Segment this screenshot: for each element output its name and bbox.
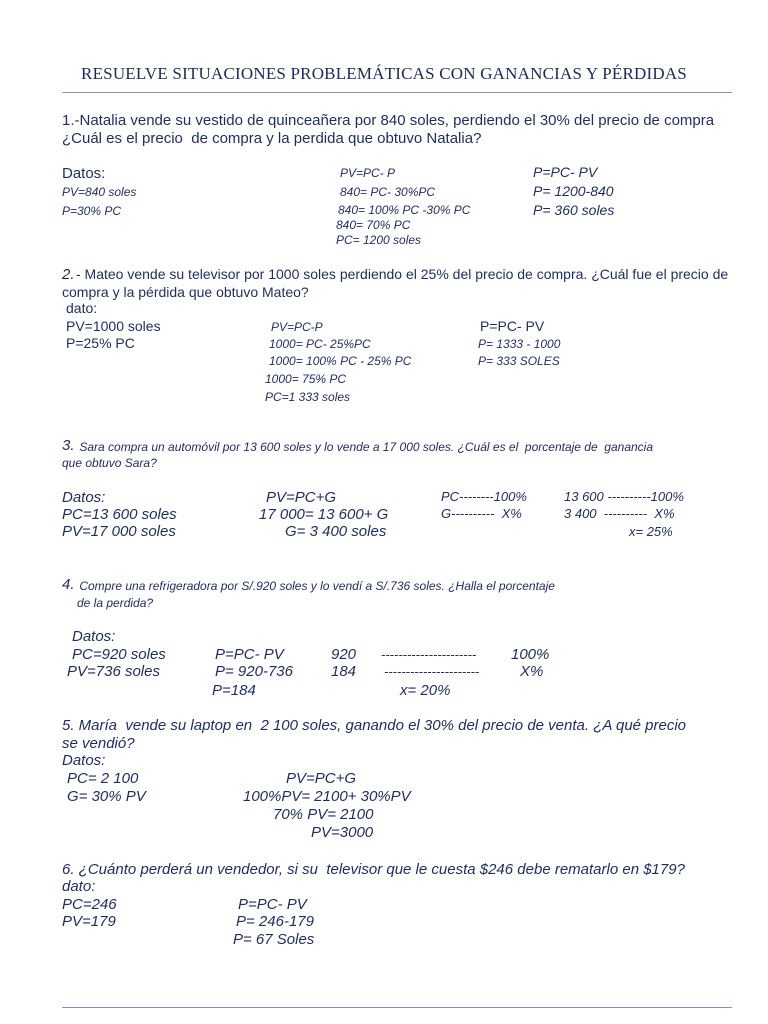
problem-4-calc-line-3: P=184 <box>212 682 256 699</box>
problem-3-calc-line-2: 17 000= 13 600+ G <box>259 506 389 523</box>
problem-3-calc-line-1: PV=PC+G <box>266 489 337 506</box>
problem-5-question-line-1: 5. María vende su laptop en 2 100 soles, ganando el 30% del precio de venta. ¿A qué precio <box>62 717 687 734</box>
problem-6-dato-pv: PV=179 <box>62 913 116 930</box>
problem-2-result-line-1: P=PC- PV <box>480 318 545 334</box>
problem-1-calc-line-2: 840= PC- 30%PC <box>340 185 436 199</box>
problem-4-dato-pc: PC=920 soles <box>72 646 166 663</box>
problem-3-solve-line-1: 13 600 ----------100% <box>564 489 684 504</box>
problem-1-calc-line-5: PC= 1200 soles <box>336 233 422 247</box>
problem-3-question-line-2: que obtuvo Sara? <box>62 456 157 470</box>
problem-3-solve-line-2: 3 400 ---------- X% <box>564 506 675 521</box>
problem-4-question-line-2: de la perdida? <box>77 596 154 610</box>
problem-6-question-line-1: 6. ¿Cuánto perderá un vendedor, si su televisor que le cuesta $246 debe rematarlo en $179? <box>62 861 685 878</box>
problem-1-datos-label: Datos: <box>62 165 106 182</box>
problem-2-calc-line-4: 1000= 75% PC <box>265 372 347 386</box>
problem-2-dato-p: P=25% PC <box>66 335 135 351</box>
problem-5-calc-line-2: 100%PV= 2100+ 30%PV <box>243 788 411 805</box>
problem-4-datos-label: Datos: <box>72 628 116 645</box>
problem-4-calc-line-1: P=PC- PV <box>215 646 284 663</box>
problem-5-calc-line-4: PV=3000 <box>311 824 374 841</box>
problem-1-question-line-1: 1.-Natalia vende su vestido de quinceañera por 840 soles, perdiendo el 30% del precio de compra <box>62 112 715 129</box>
problem-3-question-line-1: Sara compra un automóvil por 13 600 soles y lo vende a 17 000 soles. ¿Cuál es el porcentaje de ganancia <box>76 440 654 454</box>
problem-6-calc-line-1: P=PC- PV <box>238 896 307 913</box>
problem-3-datos-label: Datos: <box>62 489 106 506</box>
problem-3-number: 3. <box>62 437 75 454</box>
problem-5-dato-g: G= 30% PV <box>67 788 146 805</box>
problem-1-dato-pv: PV=840 soles <box>62 185 137 199</box>
problem-3-result: x= 25% <box>629 524 673 539</box>
problem-4-calc-line-2: P= 920-736 <box>215 663 293 680</box>
problem-2-calc-line-1: PV=PC-P <box>271 320 323 334</box>
problem-6-dato-label: dato: <box>62 878 96 895</box>
problem-1-question-line-2: ¿Cuál es el precio de compra y la perdida que obtuvo Natalia? <box>62 130 482 147</box>
problem-4-question-line-1: Compre una refrigeradora por S/.920 soles y lo vendí a S/.736 soles. ¿Halla el porcentaje <box>76 579 555 593</box>
problem-2-calc-line-3: 1000= 100% PC - 25% PC <box>269 354 412 368</box>
problem-2-calc-line-5: PC=1 333 soles <box>265 390 351 404</box>
problem-5-datos-label: Datos: <box>62 752 106 769</box>
problem-3-dato-pc: PC=13 600 soles <box>62 506 177 523</box>
problem-6-calc-line-3: P= 67 Soles <box>233 931 315 948</box>
problem-1-calc-line-3: 840= 100% PC -30% PC <box>338 203 471 217</box>
problem-4-dash-1: ---------------------- <box>381 647 477 662</box>
problem-4-dato-pv: PV=736 soles <box>67 663 160 680</box>
problem-4-number: 4. <box>62 576 75 593</box>
problem-2-result-line-3: P= 333 SOLES <box>478 354 560 368</box>
page-title: RESUELVE SITUACIONES PROBLEMÁTICAS CON GANANCIAS Y PÉRDIDAS <box>81 64 687 83</box>
problem-4-value-2: 184 <box>331 663 357 680</box>
problem-4-value-1: 920 <box>331 646 357 663</box>
problem-4-dash-2: ---------------------- <box>384 664 480 679</box>
problem-1-calc-line-4: 840= 70% PC <box>336 218 411 232</box>
problem-4-result: x= 20% <box>400 682 451 699</box>
problem-6-calc-line-2: P= 246-179 <box>236 913 314 930</box>
problem-5-calc-line-1: PV=PC+G <box>286 770 357 787</box>
problem-2-dato-label: dato: <box>66 300 98 316</box>
problem-3-calc-line-3: G= 3 400 soles <box>285 523 387 540</box>
problem-3-rule-line-1: PC--------100% <box>441 489 527 504</box>
problem-2-dato-pv: PV=1000 soles <box>66 318 161 334</box>
problem-1-result-line-1: P=PC- PV <box>533 164 598 180</box>
footer-rule <box>62 1007 732 1008</box>
title-rule <box>62 92 732 93</box>
problem-2-calc-line-2: 1000= PC- 25%PC <box>269 337 371 351</box>
problem-1-calc-line-1: PV=PC- P <box>340 166 396 180</box>
problem-2-number: 2. <box>62 266 75 283</box>
problem-4-percent-1: 100% <box>511 646 550 663</box>
problem-5-calc-line-3: 70% PV= 2100 <box>273 806 374 823</box>
problem-5-dato-pc: PC= 2 100 <box>67 770 139 787</box>
problem-1-result-line-2: P= 1200-840 <box>533 183 614 199</box>
problem-4-percent-2: X% <box>520 663 544 680</box>
problem-6-dato-pc: PC=246 <box>62 896 117 913</box>
problem-2-question-line-1: - Mateo vende su televisor por 1000 soles perdiendo el 25% del precio de compra. ¿Cuál fue el precio de <box>76 266 729 282</box>
problem-2-question-line-2: compra y la pérdida que obtuvo Mateo? <box>62 284 309 300</box>
problem-2-result-line-2: P= 1333 - 1000 <box>478 337 561 351</box>
problem-1-dato-p: P=30% PC <box>62 204 122 218</box>
problem-3-rule-line-2: G---------- X% <box>441 506 522 521</box>
problem-5-question-line-2: se vendió? <box>62 735 135 752</box>
problem-3-dato-pv: PV=17 000 soles <box>62 523 176 540</box>
problem-1-result-line-3: P= 360 soles <box>533 202 615 218</box>
